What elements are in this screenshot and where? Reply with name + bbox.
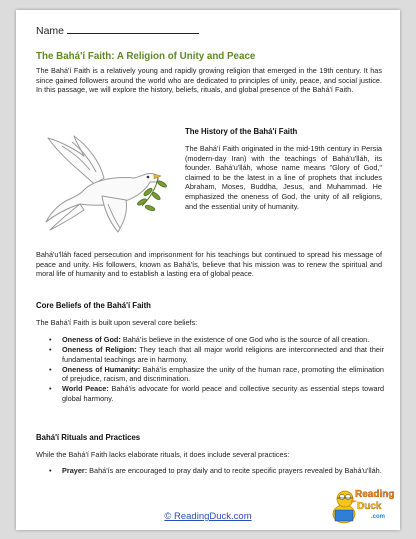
belief-text: Bahá'ís believe in the existence of one God who is the source of all creation. [120, 335, 370, 344]
dove-illustration [42, 132, 170, 238]
name-label: Name [36, 25, 65, 37]
bullet-icon: • [49, 384, 52, 394]
ritual-term: Prayer: [62, 466, 88, 475]
core-beliefs-heading: Core Beliefs of the Bahá'í Faith [36, 301, 151, 310]
core-beliefs-list [46, 335, 384, 404]
intro-paragraph: The Bahá'í Faith is a relatively young and rapidly growing religion that emerged in the 19th century. It has since gained followers around the world who are dedicated to principles of unity, peace, and social justice. In this passage, we will explore the history, beliefs, rituals, and global presence of the Bahá'í Faith. [36, 66, 382, 95]
core-beliefs-intro: The Bahá'í Faith is built upon several core beliefs: [36, 318, 198, 327]
bullet-icon: • [49, 364, 52, 374]
history-continued-paragraph: Bahá'u'lláh faced persecution and imprisonment for his teachings but continued to spread his message of peace and unity. His followers, known as Bahá'ís, believe that his mission was to renew the spiritual and moral life of humanity and to establish a lasting era of global peace. [36, 250, 382, 279]
logo-word-duck: Duck [357, 501, 382, 512]
reading-duck-logo [330, 484, 394, 526]
list-item [46, 466, 384, 476]
page-title: The Bahá'í Faith: A Religion of Unity and Peace [36, 51, 256, 62]
footer-link-text[interactable]: © ReadingDuck.com [164, 511, 252, 522]
belief-text: They teach that all major world religions are interconnected and that their fundamental teachings are in harmony. [62, 345, 384, 364]
ritual-text: Bahá'ís are encouraged to pray daily and to recite specific prayers revealed by Bahá'u'lláh. [87, 466, 382, 475]
belief-term: Oneness of Religion: [62, 345, 137, 355]
list-item [46, 365, 384, 384]
belief-term: World Peace: [62, 384, 109, 394]
name-underline[interactable] [67, 25, 199, 34]
list-item [46, 345, 384, 364]
history-heading: The History of the Bahá'í Faith [185, 127, 298, 136]
list-item [46, 335, 384, 345]
bullet-icon: • [49, 466, 52, 475]
logo-suffix: .com [371, 514, 386, 520]
bullet-icon: • [49, 335, 52, 344]
list-item [46, 384, 384, 403]
logo-word-reading: Reading [355, 489, 394, 500]
belief-text: Bahá'ís advocate for world peace and collective security as essential steps toward global harmony. [62, 384, 385, 404]
belief-term: Oneness of Humanity: [62, 364, 141, 374]
rituals-heading: Bahá'í Rituals and Practices [36, 433, 141, 442]
belief-term: Oneness of God: [62, 335, 121, 344]
history-paragraph: The Bahá'í Faith originated in the mid-19th century in Persia (modern-day Iran) with the teachings of Bahá'u'lláh, its founder. Bahá'u'lláh, whose name means "Glory of God," claimed to be the latest in a line of prophets that includes Abraham, Moses, Buddha, Jesus, and Muhammad. He emphasized the oneness of God, the unity of all religions, and the essential unity of humanity. [185, 144, 382, 211]
rituals-list [46, 466, 384, 476]
belief-text: Bahá'ís emphasize the unity of the human race, promoting the elimination of prejudice, racism, and discrimination. [62, 364, 384, 384]
rituals-intro: While the Bahá'í Faith lacks elaborate rituals, it does include several practices: [36, 450, 290, 459]
worksheet-page [16, 10, 400, 530]
bullet-icon: • [49, 345, 52, 355]
name-field[interactable] [36, 25, 199, 37]
